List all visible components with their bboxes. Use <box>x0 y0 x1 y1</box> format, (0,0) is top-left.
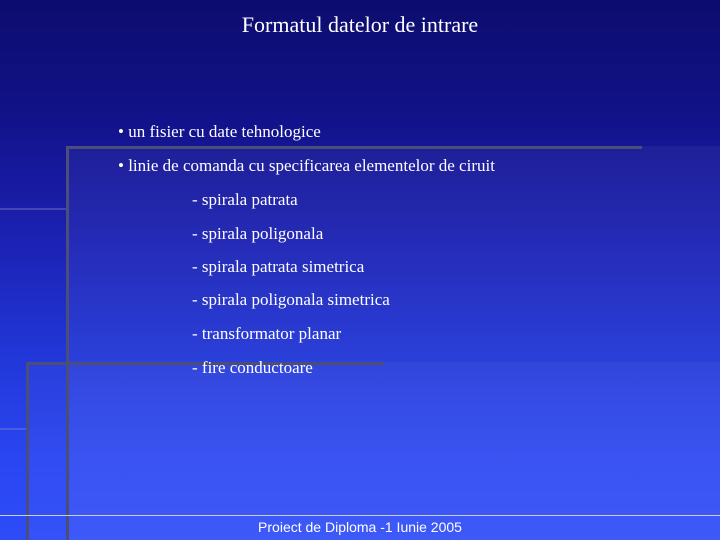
footer-divider <box>0 515 720 516</box>
decor-tick <box>0 428 26 430</box>
sub-item: - spirala poligonala <box>192 224 324 243</box>
decor-panel-lower <box>26 362 720 540</box>
decor-tick <box>0 208 66 210</box>
slide-footer: Proiect de Diploma -1 Iunie 2005 <box>258 519 462 535</box>
sub-item: - fire conductoare <box>192 358 313 377</box>
bullet-item: • un fisier cu date tehnologice <box>118 122 321 141</box>
decor-frame-line-left-lower <box>26 362 29 540</box>
decor-frame-line-top <box>66 146 642 149</box>
slide-title: Formatul datelor de intrare <box>241 12 479 37</box>
sub-item: - spirala poligonala simetrica <box>192 290 390 309</box>
bullet-item: • linie de comanda cu specificarea elementelor de ciruit <box>118 156 495 175</box>
sub-item: - transformator planar <box>192 324 342 343</box>
decor-frame-line-left <box>66 146 69 540</box>
sub-item: - spirala patrata <box>192 190 298 209</box>
sub-item: - spirala patrata simetrica <box>192 257 365 276</box>
